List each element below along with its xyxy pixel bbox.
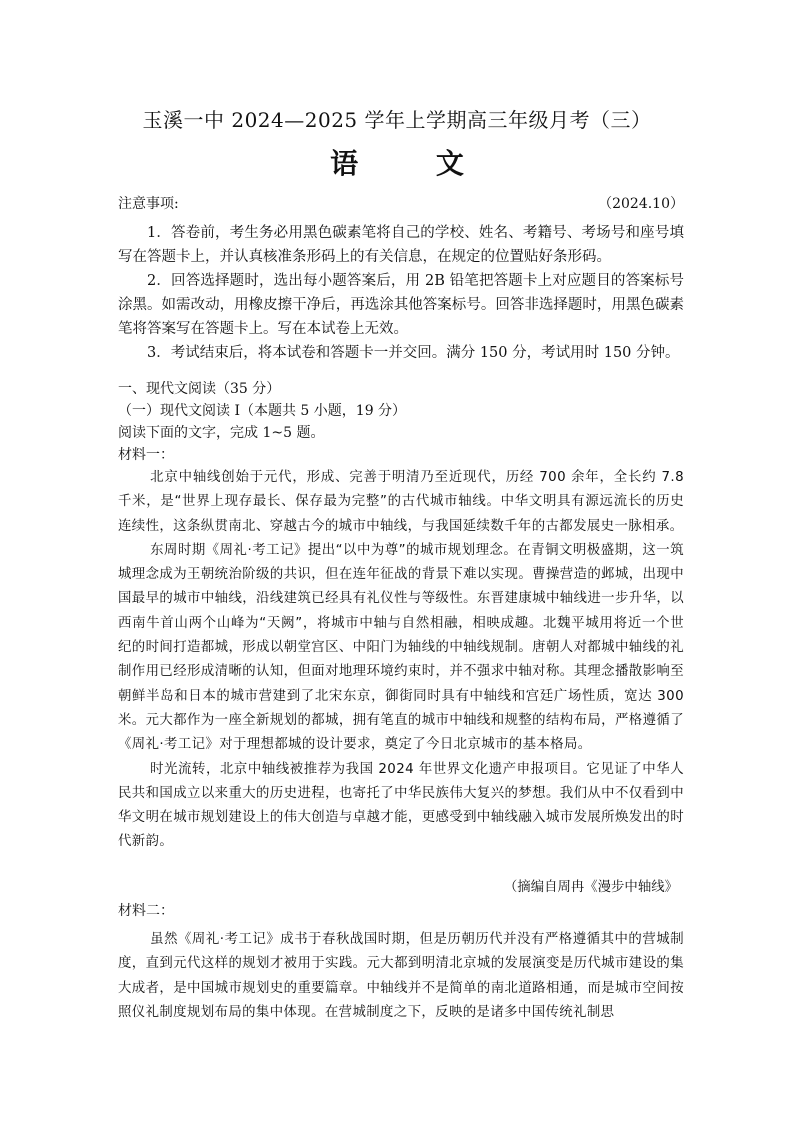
instructions bbox=[118, 221, 684, 365]
source-citation: （摘编自周冉《漫步中轴线》 bbox=[503, 880, 678, 895]
material-two-text bbox=[118, 928, 684, 1025]
paragraph: 时光流转，北京中轴线被推荐为我国 2024 年世界文化遗产申报项目。它见证了中华人民共和国成立以来重大的历史进程，也寄托了中华民族伟大复兴的梦想。我们从中不仅看到中华文明在城市规划建设上的伟大创造与卓越才能，更感受到中轴线融入城市发展所焕发出的时代新韵。 bbox=[118, 761, 684, 850]
paragraph: 东周时期《周礼·考工记》提出“以中为尊”的城市规划理念。在青铜文明极盛期，这一筑城理念成为王朝统治阶级的共识，但在连年征战的背景下难以实现。曹操营造的邺城，出现中国最早的城市中轴线，沿线建筑已经具有礼仪性与等级性。东晋建康城中轴线进一步升华，以西南牛首山两个山峰为“天阙”，将城市中轴与自然相融，相映成趣。北魏平城用将近一个世纪的时间打造都城，形成以朝堂宫区、中阳门为轴线的中轴线规制。唐朝人对都城中轴线的礼制作用已经形成清晰的认知，但面对地理环境约束时，并不强求中轴对称。其理念播散影响至朝鲜半岛和日本的城市营建到了北宋东京，御街同时具有中轴线和宫廷广场性质，宽达 300 米。元大都作为一座全新规划的都城，拥有笔直的城市中轴线和规整的结构布局，严格遵循了《周礼·考工记》对于理想都城的设计要求，奠定了今日北京城市的基本格局。 bbox=[118, 542, 684, 753]
part-heading: 一、现代文阅读（35 分） bbox=[118, 381, 281, 397]
exam-date: （2024.10） bbox=[598, 196, 684, 212]
notice-label: 注意事项: bbox=[118, 196, 179, 212]
exam-title: 玉溪一中 2024—2025 学年上学期高三年级月考（三） bbox=[142, 108, 652, 132]
subpart-heading: （一）现代文阅读 I（本题共 5 小题，19 分） bbox=[118, 403, 407, 419]
instruction-item: 3．考试结束后，将本试卷和答题卡一并交回。满分 150 分，考试用时 150 分钟。 bbox=[147, 345, 680, 361]
instruction-item: 1．答卷前，考生务必用黑色碳素笔将自己的学校、姓名、考籍号、考场号和座号填写在答题卡上，并认真核准条形码上的有关信息，在规定的位置贴好条形码。 bbox=[118, 225, 684, 265]
paragraph: 北京中轴线创始于元代，形成、完善于明清乃至近现代，历经 700 余年，全长约 7.8 千米，是“世界上现存最长、保存最为完整”的古代城市轴线。中华文明具有源远流长的历史连续性，这条纵贯南北、穿越古今的城市中轴线，与我国延续数千年的古都发展史一脉相承。 bbox=[118, 470, 684, 534]
material-label: 材料二： bbox=[118, 903, 174, 919]
section-header bbox=[118, 378, 684, 466]
material-label: 材料一： bbox=[118, 447, 174, 463]
material-one-text bbox=[118, 466, 684, 855]
reading-directive: 阅读下面的文字，完成 1~5 题。 bbox=[118, 425, 325, 441]
notice-row bbox=[118, 193, 684, 213]
instruction-item: 2．回答选择题时，选出每小题答案后，用 2B 铅笔把答题卡上对应题目的答案标号涂黑。如需改动，用橡皮擦干净后，再选涂其他答案标号。回答非选择题时，用黑色碳素笔将答案写在答题卡上。写在本试卷上无效。 bbox=[118, 273, 684, 337]
subject-title: 语 文 bbox=[330, 147, 498, 180]
paragraph: 虽然《周礼·考工记》成书于春秋战国时期，但是历朝历代并没有严格遵循其中的营城制度，直到元代这样的规划才被用于实践。元大都到明清北京城的发展演变是历代城市建设的集大成者，是中国城市规划史的重要篇章。中轴线并不是简单的南北道路相通，而是城市空间按照仪礼制度规划布局的集中体现。在营城制度之下，反映的是诸多中国传统礼制思 bbox=[118, 932, 684, 1020]
